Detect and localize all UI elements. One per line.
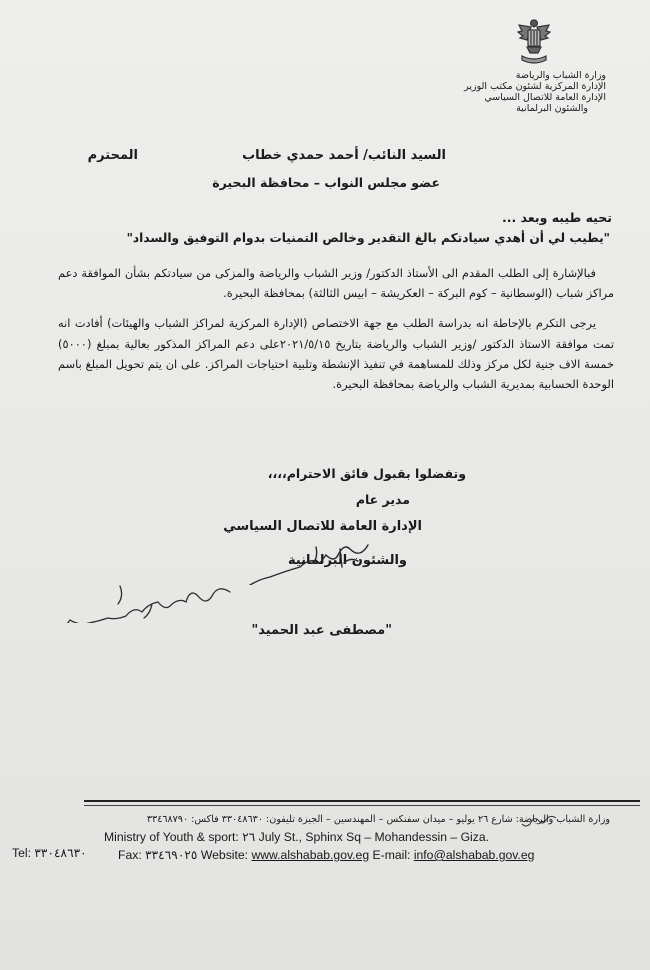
- greeting-quote: "يطيب لي أن أهدي سيادتكم بالغ التقدير وخالص التمنيات بدوام التوفيق والسداد": [126, 231, 610, 245]
- addressee-honorific: المحترم: [87, 148, 138, 163]
- egypt-eagle-emblem-icon: [514, 16, 554, 68]
- greeting-opening: تحيه طيبه وبعد ...: [502, 210, 612, 225]
- footer-address-arabic: وزارة الشباب والرياضة: شارع ٢٦ يوليو – ميدان سفنكس – المهندسين – الجيزة تليفون: ٣٣٠٤٨٦٣٠ فاكس: ٣٣٤٦٨٧٩٠: [146, 814, 610, 825]
- handwritten-signature-icon: [220, 535, 380, 585]
- ministry-line: والشئون البرلمانية: [516, 103, 588, 114]
- ministry-line: وزارة الشباب والرياضة: [515, 70, 606, 81]
- signer-title: مدير عام: [355, 492, 410, 507]
- footer-email-link[interactable]: info@alshabab.gov.eg: [413, 848, 535, 862]
- footer-ministry-english: Ministry of Youth & sport: ٢٦ July St., Sphinx Sq – Mohandessin – Giza.: [104, 830, 490, 844]
- handwritten-signature-icon: [60, 578, 240, 623]
- footer-telephone: Tel: ٣٣٠٤٨٦٣٠: [12, 846, 87, 860]
- addressee-position: عضو مجلس النواب – محافظة البحيرة: [212, 175, 440, 190]
- footer-email-label: E-mail:: [372, 848, 411, 862]
- footer-divider: [84, 805, 640, 806]
- body-paragraph: فبالإشارة إلى الطلب المقدم الى الأستاذ الدكتور/ وزير الشباب والرياضة والمزكى من سيادتكم بشأن الموافقة دعم مراكز شباب (الوسطانية – كوم البركة – العكريشة – ابيس الثالثة) بمحافظة البحيرة.: [58, 266, 614, 301]
- footer-fax-website: [118, 848, 534, 862]
- footer-website-link[interactable]: www.alshabab.gov.eg: [251, 848, 370, 862]
- ministry-line: الإدارة العامة للاتصال السياسي: [484, 92, 606, 103]
- signer-name: "مصطفى عبد الحميد": [251, 623, 392, 638]
- letter-body: [58, 263, 614, 394]
- ministry-header: [376, 70, 606, 114]
- body-paragraph: يرجى التكرم بالإحاطة انه بدراسة الطلب مع جهة الاختصاص (الإدارة المركزية لمراكز الشباب والهيئات) أفادت انه تمت موافقة الاستاذ الدكتور /وزير الشباب والرياضة بتاريخ ٢٠٢١/٥/١٥على دعم المراكز المذكور بعالية بمبلغ (٥٠٠٠) خمسة الاف جنية لكل مركز وذلك للمساهمة في تنفيذ الإنشطة وتلبية احتياجات المراكز. على ان يتم تحويل المبلغ باسم الوحدة الحسابية بمديرية الشباب والرياضة بمحافظة البحيرة.: [58, 316, 614, 392]
- closing-regards: وتفضلوا بقبول فائق الاحترام،،،،: [267, 466, 466, 481]
- signer-department: الإدارة العامة للاتصال السياسي: [223, 519, 422, 534]
- footer-divider: [84, 800, 640, 802]
- footer-fax-label: Fax: ٣٣٤٦٩٠٢٥ Website:: [118, 848, 249, 862]
- signer-department: والشئون البرلمانية: [287, 553, 407, 568]
- ministry-line: الإدارة المركزية لشئون مكتب الوزير: [464, 81, 606, 92]
- addressee-name: السيد النائب/ أحمد حمدي خطاب: [242, 148, 446, 163]
